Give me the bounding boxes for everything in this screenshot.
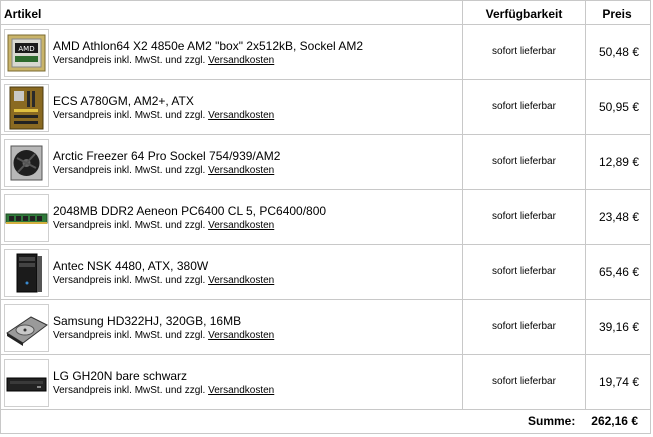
shipping-costs-link[interactable]: Versandkosten bbox=[208, 275, 275, 286]
table-row bbox=[0, 135, 651, 190]
table-row bbox=[0, 300, 651, 355]
item-price: 12,89 € bbox=[598, 155, 639, 169]
shipping-note: Versandpreis inkl. MwSt. und zzgl. Versandkosten bbox=[53, 330, 275, 341]
availability: sofort lieferbar bbox=[492, 46, 556, 57]
item-price: 39,16 € bbox=[598, 320, 639, 334]
availability: sofort lieferbar bbox=[492, 156, 556, 167]
availability: sofort lieferbar bbox=[492, 101, 556, 112]
item-name: Samsung HD322HJ, 320GB, 16MB bbox=[53, 314, 242, 328]
table-row bbox=[0, 355, 651, 410]
ram-module-icon[interactable] bbox=[4, 194, 49, 242]
cpu-icon[interactable] bbox=[4, 29, 49, 77]
cpu-cooler-icon[interactable] bbox=[4, 139, 49, 187]
shipping-note: Versandpreis inkl. MwSt. und zzgl. Versandkosten bbox=[53, 385, 275, 396]
item-price: 19,74 € bbox=[598, 375, 639, 389]
table-row bbox=[0, 190, 651, 245]
shipping-costs-link[interactable]: Versandkosten bbox=[208, 165, 275, 176]
table-row bbox=[0, 80, 651, 135]
shipping-note: Versandpreis inkl. MwSt. und zzgl. Versandkosten bbox=[53, 165, 275, 176]
hard-drive-icon[interactable] bbox=[4, 304, 49, 352]
item-name: Arctic Freezer 64 Pro Sockel 754/939/AM2 bbox=[53, 149, 281, 163]
item-name: LG GH20N bare schwarz bbox=[53, 369, 188, 383]
shipping-note: Versandpreis inkl. MwSt. und zzgl. Versandkosten bbox=[53, 110, 275, 121]
column-header-preis: Preis bbox=[602, 7, 632, 21]
availability: sofort lieferbar bbox=[492, 376, 556, 387]
shipping-note: Versandpreis inkl. MwSt. und zzgl. Versandkosten bbox=[53, 55, 275, 66]
table-row bbox=[0, 25, 651, 80]
item-name: AMD Athlon64 X2 4850e AM2 "box" 2x512kB, Sockel AM2 bbox=[53, 39, 364, 53]
item-price: 23,48 € bbox=[598, 210, 639, 224]
item-name: ECS A780GM, AM2+, ATX bbox=[53, 94, 194, 108]
item-price: 50,95 € bbox=[598, 100, 639, 114]
total-value: 262,16 € bbox=[591, 414, 638, 428]
total-label: Summe: bbox=[528, 414, 576, 428]
shipping-costs-link[interactable]: Versandkosten bbox=[208, 330, 275, 341]
optical-drive-icon[interactable] bbox=[4, 359, 49, 407]
availability: sofort lieferbar bbox=[492, 266, 556, 277]
item-price: 50,48 € bbox=[598, 45, 639, 59]
column-header-artikel: Artikel bbox=[4, 7, 42, 21]
table-row bbox=[0, 245, 651, 300]
shipping-costs-link[interactable]: Versandkosten bbox=[208, 220, 275, 231]
item-name: 2048MB DDR2 Aeneon PC6400 CL 5, PC6400/800 bbox=[53, 204, 327, 218]
shipping-note: Versandpreis inkl. MwSt. und zzgl. Versandkosten bbox=[53, 220, 275, 231]
availability: sofort lieferbar bbox=[492, 321, 556, 332]
pc-case-icon[interactable] bbox=[4, 249, 49, 297]
shipping-note: Versandpreis inkl. MwSt. und zzgl. Versandkosten bbox=[53, 275, 275, 286]
availability: sofort lieferbar bbox=[492, 211, 556, 222]
svg-text:AMD: AMD bbox=[18, 45, 35, 53]
motherboard-icon[interactable] bbox=[4, 84, 49, 132]
item-name: Antec NSK 4480, ATX, 380W bbox=[53, 259, 209, 273]
shipping-costs-link[interactable]: Versandkosten bbox=[208, 110, 275, 121]
column-header-verfuegbarkeit: Verfügbarkeit bbox=[485, 7, 563, 21]
shipping-costs-link[interactable]: Versandkosten bbox=[208, 385, 275, 396]
shipping-costs-link[interactable]: Versandkosten bbox=[208, 55, 275, 66]
item-price: 65,46 € bbox=[598, 265, 639, 279]
